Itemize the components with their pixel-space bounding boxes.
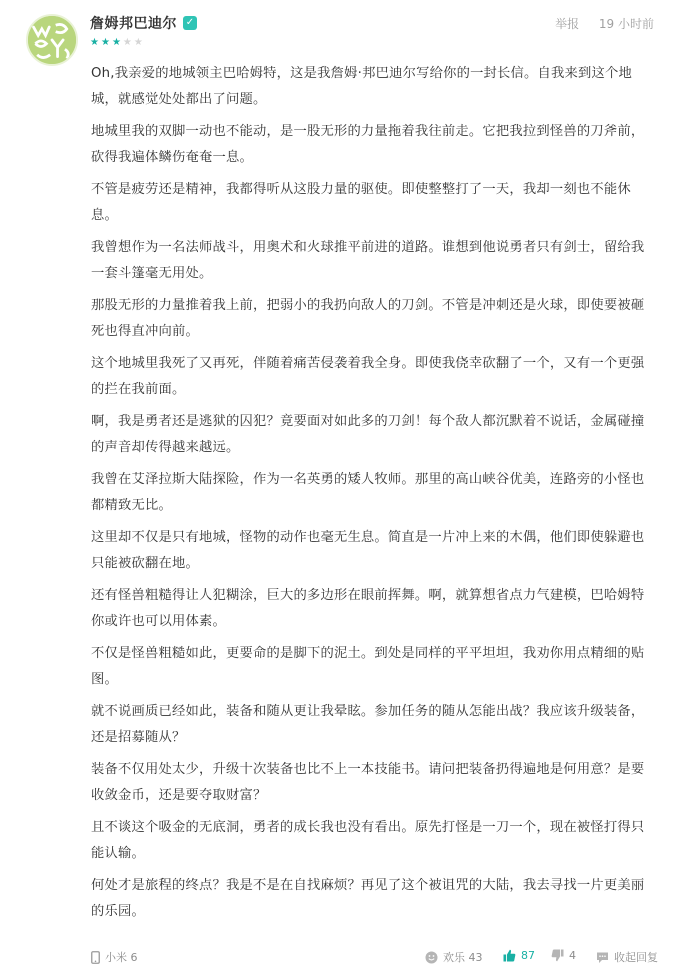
report-button[interactable]: 举报 xyxy=(555,17,580,31)
review-body xyxy=(91,61,657,931)
fun-count: 欢乐 43 xyxy=(443,951,483,964)
star-icon: ★ xyxy=(122,37,134,48)
review-paragraph: Oh,我亲爱的地城领主巴哈姆特，这是我詹姆·邦巴迪尔写给你的一封长信。自我来到这个地城，就感觉处处都出了问题。 xyxy=(91,66,633,107)
review-paragraph: 何处才是旅程的终点？我是不是在自找麻烦？再见了这个被诅咒的大陆，我去寻找一片更美丽的乐园。 xyxy=(91,878,645,919)
review-paragraph: 啊，我是勇者还是逃狱的囚犯？竟要面对如此多的刀剑！每个敌人都沉默着不说话，金属碰撞的声音却传得越来越远。 xyxy=(91,414,645,455)
review-paragraph: 且不谈这个吸金的无底洞，勇者的成长我也没有看出。原先打怪是一刀一个，现在被怪打得只能认输。 xyxy=(91,820,645,861)
star-icon: ★ xyxy=(133,37,145,48)
device-info xyxy=(91,949,138,965)
review-paragraph: 不仅是怪兽粗糙如此，更要命的是脚下的泥土。到处是同样的平平坦坦，我劝你用点精细的贴图。 xyxy=(91,646,645,687)
thumbs-up-icon xyxy=(503,949,516,962)
phone-icon xyxy=(91,951,100,964)
like-button[interactable] xyxy=(503,949,535,962)
device-name: 小米 6 xyxy=(105,951,138,964)
dislike-button[interactable] xyxy=(551,949,576,962)
review-paragraph: 这个地城里我死了又再死，伴随着痛苦侵袭着我全身。即使我侥幸砍翻了一个，又有一个更强的拦在我前面。 xyxy=(91,356,645,397)
review-meta xyxy=(555,16,654,32)
star-icon: ★ xyxy=(90,37,101,48)
avatar[interactable] xyxy=(26,14,78,66)
review-paragraph: 这里却不仅是只有地城，怪物的动作也毫无生息。简直是一片冲上来的木偶，他们即使躲避也只能被砍翻在地。 xyxy=(91,530,645,571)
review-paragraph: 还有怪兽粗糙得让人犯糊涂，巨大的多边形在眼前挥舞。啊，就算想省点力气建模，巴哈姆特你或许也可以用体素。 xyxy=(91,588,645,629)
rating-stars xyxy=(90,37,145,49)
comment-icon xyxy=(596,951,609,964)
collapse-label: 收起回复 xyxy=(614,951,658,964)
collapse-replies-button[interactable] xyxy=(596,949,658,965)
review-paragraph: 那股无形的力量推着我上前，把弱小的我扔向敌人的刀剑。不管是冲刺还是火球，即使要被砸死也得直冲向前。 xyxy=(91,298,645,339)
review-paragraph: 不管是疲劳还是精神，我都得听从这股力量的驱使。即使整整打了一天，我却一刻也不能休息。 xyxy=(91,182,631,223)
dislike-count: 4 xyxy=(569,949,576,962)
review-paragraph: 我曾在艾泽拉斯大陆探险，作为一名英勇的矮人牧师。那里的高山峡谷优美，连路旁的小怪也都精致无比。 xyxy=(91,472,645,513)
star-icon: ★ xyxy=(111,37,123,48)
review-footer xyxy=(0,945,682,969)
thumbs-down-icon xyxy=(551,949,564,962)
smile-icon xyxy=(425,951,438,964)
fun-button[interactable] xyxy=(425,949,483,965)
review-paragraph: 装备不仅用处太少，升级十次装备也比不上一本技能书。请问把装备扔得遍地是何用意？是要收敛金币，还是要夺取财富？ xyxy=(91,762,645,803)
like-count: 87 xyxy=(521,949,535,962)
review-paragraph: 我曾想作为一名法师战斗，用奥术和火球推平前进的道路。谁想到他说勇者只有剑士，留给我一套斗篷毫无用处。 xyxy=(91,240,645,281)
review-paragraph: 就不说画质已经如此，装备和随从更让我晕眩。参加任务的随从怎能出战？我应该升级装备，还是招募随从？ xyxy=(91,704,645,745)
verified-icon: ✓ xyxy=(183,16,197,30)
timestamp: 19 小时前 xyxy=(598,17,654,31)
review-paragraph: 地城里我的双脚一动也不能动，是一股无形的力量拖着我往前走。它把我拉到怪兽的刀斧前，砍得我遍体鳞伤奄奄一息。 xyxy=(91,124,645,165)
username[interactable]: 詹姆邦巴迪尔 xyxy=(90,16,177,32)
star-icon: ★ xyxy=(100,37,112,48)
